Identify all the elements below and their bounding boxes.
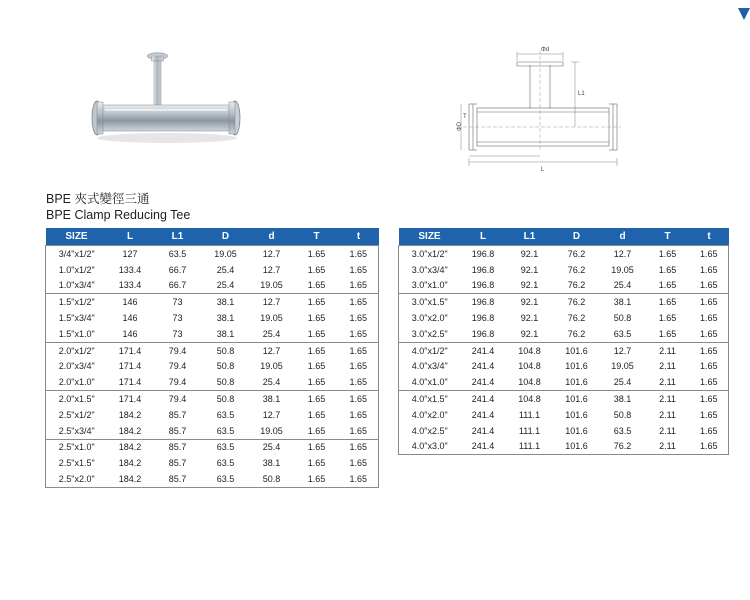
table-cell: 1.65 (699, 264, 718, 275)
table-cell: 76.2 (613, 441, 632, 452)
table-cell: 1.65 (339, 439, 379, 455)
table-cell: 1.65 (699, 361, 718, 372)
table-cell: 92.1 (520, 248, 539, 259)
table-cell: 2.11 (646, 391, 690, 407)
table-cell: 38.1 (249, 391, 295, 407)
table-cell: 101.6 (554, 342, 600, 358)
size-cell: 4.0"x1.0" (411, 377, 448, 388)
size-cell: 3.0"x3/4" (411, 264, 448, 275)
table-cell: 184.2 (108, 439, 153, 455)
table-cell: 2.11 (659, 409, 676, 420)
table-cell: 12.7 (249, 294, 295, 310)
table-cell: 76.2 (567, 280, 586, 291)
table-cell: 104.8 (518, 377, 541, 388)
table-cell: 1.65 (690, 342, 729, 358)
table-cell: 1.65 (349, 264, 368, 275)
table-cell: 101.6 (565, 377, 588, 388)
table-cell: 76.2 (567, 328, 586, 339)
table-cell: 241.4 (471, 441, 495, 452)
table-cell: 19.05 (260, 313, 283, 324)
table-row (399, 246, 729, 262)
table-cell: 1.65 (646, 294, 690, 310)
table-cell: 50.8 (613, 409, 632, 420)
drawing-label-D: ΦD (457, 121, 463, 131)
table-cell: 12.7 (249, 342, 295, 358)
table-cell: 79.4 (168, 361, 187, 372)
size-cell: 2.5"x2.0" (58, 474, 95, 485)
column-header: SIZE (46, 228, 108, 246)
column-header: L1 (506, 228, 554, 246)
table-row (399, 391, 729, 407)
table-cell: 79.4 (168, 377, 187, 388)
table-cell: 63.5 (613, 328, 632, 339)
table-cell: 1.65 (307, 280, 326, 291)
triangle-marker-icon (738, 8, 750, 20)
size-cell: 4.0"x2.5" (411, 425, 448, 436)
table-cell: 1.65 (307, 313, 326, 324)
table-cell: 196.8 (471, 264, 495, 275)
table-cell: 101.6 (565, 409, 588, 420)
table-cell: 196.8 (471, 280, 495, 291)
column-header: d (249, 228, 295, 246)
column-header: D (203, 228, 249, 246)
table-row (46, 423, 379, 439)
table-cell: 1.65 (349, 425, 368, 436)
size-cell: 1.0"x3/4" (58, 280, 95, 291)
table-cell: 196.8 (471, 328, 495, 339)
table-cell: 25.4 (262, 377, 281, 388)
size-cell: 3.0"x2.0" (411, 313, 448, 324)
table-cell: 171.4 (108, 342, 153, 358)
size-cell: 1.5"x1.0" (58, 328, 95, 339)
table-cell: 12.7 (262, 264, 281, 275)
table-cell: 92.1 (520, 313, 539, 324)
table-cell: 25.4 (216, 280, 235, 291)
size-cell: 1.5"x3/4" (58, 313, 95, 324)
table-cell: 2.11 (659, 361, 676, 372)
table-cell: 1.65 (690, 391, 729, 407)
table-cell: 19.05 (214, 248, 237, 259)
size-cell: 4.0"x3.0" (411, 441, 448, 452)
table-row (46, 262, 379, 278)
table-cell: 241.4 (461, 342, 506, 358)
product-title-block (46, 191, 190, 223)
table-cell: 66.7 (168, 280, 187, 291)
table-cell: 85.7 (168, 474, 187, 485)
table-cell: 92.1 (520, 280, 539, 291)
table-cell: 104.8 (506, 342, 554, 358)
table-cell: 1.65 (307, 264, 326, 275)
table-row (46, 246, 379, 262)
size-cell: 3.0"x1.0" (411, 280, 448, 291)
table-cell: 12.7 (600, 342, 646, 358)
table-cell: 25.4 (613, 280, 632, 291)
table-cell: 1.65 (349, 280, 368, 291)
table-cell: 1.65 (339, 294, 379, 310)
table-cell: 2.11 (646, 342, 690, 358)
table-cell: 73 (153, 294, 203, 310)
size-cell: 3/4"x1/2" (58, 248, 95, 259)
table-cell: 1.65 (295, 439, 339, 455)
column-header: d (600, 228, 646, 246)
table-row (46, 374, 379, 390)
table-cell: 38.1 (262, 458, 281, 469)
size-cell: 1.5"x1/2" (46, 294, 108, 310)
table-row (399, 342, 729, 358)
column-header: SIZE (399, 228, 461, 246)
table-cell: 79.4 (153, 342, 203, 358)
table-cell: 241.4 (461, 391, 506, 407)
column-header: t (339, 228, 379, 246)
table-cell: 111.1 (518, 441, 541, 452)
table-cell: 1.65 (307, 361, 326, 372)
table-cell: 63.5 (216, 474, 235, 485)
size-cell: 2.5"x1.0" (46, 439, 108, 455)
table-row (46, 407, 379, 423)
table-cell: 92.1 (506, 294, 554, 310)
table-cell: 196.8 (461, 294, 506, 310)
table-cell: 1.65 (699, 425, 718, 436)
size-cell: 2.0"x3/4" (58, 361, 95, 372)
table-cell: 85.7 (168, 409, 187, 420)
table-row (46, 310, 379, 326)
table-cell: 50.8 (216, 377, 235, 388)
table-cell: 184.2 (118, 409, 142, 420)
column-header: T (295, 228, 339, 246)
table-cell: 1.65 (307, 425, 326, 436)
table-cell: 25.4 (249, 439, 295, 455)
table-row (46, 471, 379, 487)
size-cell: 3.0"x1/2" (411, 248, 448, 259)
spec-table-left (45, 228, 379, 488)
table-cell: 50.8 (613, 313, 632, 324)
table-row (46, 455, 379, 471)
drawing-label-L1: L1 (578, 91, 585, 97)
table-cell: 38.1 (203, 294, 249, 310)
table-cell: 38.1 (600, 391, 646, 407)
table-cell: 184.2 (118, 474, 142, 485)
table-row (399, 374, 729, 390)
table-cell: 127 (122, 248, 138, 259)
table-cell: 12.7 (262, 409, 281, 420)
table-row (399, 439, 729, 455)
table-cell: 66.7 (168, 264, 187, 275)
table-cell: 146 (122, 328, 138, 339)
table-cell: 171.4 (108, 391, 153, 407)
table-cell: 1.65 (349, 328, 368, 339)
table-cell: 1.65 (349, 361, 368, 372)
table-cell: 1.65 (349, 474, 368, 485)
table-cell: 63.5 (203, 439, 249, 455)
table-cell: 1.65 (349, 313, 368, 324)
table-cell: 133.4 (118, 264, 142, 275)
column-header: L (108, 228, 153, 246)
table-row (399, 423, 729, 439)
table-cell: 1.65 (349, 248, 368, 259)
table-cell: 12.7 (613, 248, 632, 259)
column-header: T (646, 228, 690, 246)
table-cell: 1.65 (699, 409, 718, 420)
table-cell: 184.2 (118, 425, 142, 436)
table-row (399, 359, 729, 375)
table-cell: 111.1 (518, 409, 541, 420)
table-row (46, 391, 379, 407)
table-cell: 76.2 (554, 294, 600, 310)
column-header: t (690, 228, 729, 246)
table-cell: 1.65 (339, 391, 379, 407)
table-cell: 101.6 (565, 425, 588, 436)
table-cell: 1.65 (349, 409, 368, 420)
table-cell: 1.65 (658, 313, 677, 324)
table-cell: 1.65 (295, 294, 339, 310)
product-title-en: BPE Clamp Reducing Tee (46, 208, 191, 222)
table-cell: 63.5 (168, 248, 187, 259)
table-cell: 1.65 (295, 342, 339, 358)
table-cell: 92.1 (520, 264, 539, 275)
table-row (399, 278, 729, 294)
table-cell: 25.4 (613, 377, 632, 388)
size-cell: 3.0"x2.5" (411, 328, 448, 339)
table-cell: 19.05 (260, 361, 283, 372)
table-row (399, 326, 729, 342)
table-cell: 1.65 (658, 248, 677, 259)
spec-table-right (398, 228, 729, 455)
size-cell: 1.0"x1/2" (58, 264, 95, 275)
table-row (46, 326, 379, 342)
table-cell: 38.1 (600, 294, 646, 310)
table-cell: 85.7 (168, 458, 187, 469)
table-cell: 25.4 (262, 328, 281, 339)
table-row (46, 278, 379, 294)
table-cell: 104.8 (518, 361, 541, 372)
size-cell: 2.0"x1.5" (46, 391, 108, 407)
table-cell: 73 (172, 328, 183, 339)
table-cell: 111.1 (518, 425, 541, 436)
table-cell: 1.65 (699, 313, 718, 324)
tee-fitting-photo (85, 45, 250, 145)
table-row (399, 262, 729, 278)
table-cell: 50.8 (203, 342, 249, 358)
size-cell: 2.5"x3/4" (58, 425, 95, 436)
table-cell: 50.8 (262, 474, 281, 485)
table-cell: 196.8 (471, 248, 495, 259)
table-cell: 1.65 (339, 342, 379, 358)
table-row (46, 342, 379, 358)
tee-technical-drawing (455, 40, 625, 180)
table-cell: 1.65 (699, 248, 718, 259)
table-cell: 76.2 (567, 313, 586, 324)
table-row (399, 407, 729, 423)
size-cell: 2.5"x1.5" (58, 458, 95, 469)
table-cell: 1.65 (699, 280, 718, 291)
table-cell: 85.7 (153, 439, 203, 455)
table-cell: 63.5 (216, 425, 235, 436)
table-cell: 50.8 (216, 361, 235, 372)
table-header-row (46, 228, 379, 246)
column-header: L1 (153, 228, 203, 246)
table-cell: 1.65 (307, 328, 326, 339)
size-cell: 4.0"x2.0" (411, 409, 448, 420)
column-header: L (461, 228, 506, 246)
table-cell: 1.65 (295, 391, 339, 407)
table-cell: 50.8 (203, 391, 249, 407)
column-header: D (554, 228, 600, 246)
table-cell: 1.65 (699, 441, 718, 452)
table-cell: 73 (172, 313, 183, 324)
table-cell: 184.2 (118, 458, 142, 469)
table-cell: 76.2 (567, 264, 586, 275)
table-cell: 241.4 (471, 361, 495, 372)
table-cell: 1.65 (349, 458, 368, 469)
table-cell: 1.65 (307, 474, 326, 485)
drawing-label-d: Φd (541, 47, 550, 53)
table-cell: 2.11 (659, 441, 676, 452)
table-cell: 241.4 (471, 377, 495, 388)
table-cell: 1.65 (349, 377, 368, 388)
table-cell: 171.4 (118, 377, 142, 388)
table-cell: 1.65 (699, 328, 718, 339)
table-cell: 19.05 (260, 280, 283, 291)
drawing-label-T: T (463, 114, 467, 120)
size-cell: 4.0"x1.5" (399, 391, 461, 407)
table-cell: 101.6 (554, 391, 600, 407)
table-cell: 241.4 (471, 425, 495, 436)
size-cell: 2.0"x1.0" (58, 377, 95, 388)
table-cell: 2.11 (659, 377, 676, 388)
table-cell: 12.7 (262, 248, 281, 259)
table-cell: 2.11 (659, 425, 676, 436)
table-cell: 1.65 (658, 328, 677, 339)
table-cell: 76.2 (567, 248, 586, 259)
table-cell: 25.4 (216, 264, 235, 275)
table-cell: 101.6 (565, 361, 588, 372)
size-cell: 3.0"x1.5" (399, 294, 461, 310)
table-cell: 1.65 (307, 409, 326, 420)
table-cell: 85.7 (168, 425, 187, 436)
table-cell: 92.1 (520, 328, 539, 339)
size-cell: 2.5"x1/2" (58, 409, 95, 420)
table-row (46, 439, 379, 455)
size-cell: 4.0"x1/2" (399, 342, 461, 358)
table-cell: 38.1 (216, 313, 235, 324)
product-title-cn: BPE 夾式變徑三通 (46, 192, 150, 206)
table-cell: 1.65 (658, 264, 677, 275)
table-cell: 1.65 (307, 458, 326, 469)
table-cell: 1.65 (699, 377, 718, 388)
table-cell: 63.5 (216, 458, 235, 469)
table-cell: 19.05 (611, 361, 634, 372)
table-cell: 1.65 (658, 280, 677, 291)
table-row (46, 359, 379, 375)
size-cell: 2.0"x1/2" (46, 342, 108, 358)
table-cell: 1.65 (690, 294, 729, 310)
table-cell: 104.8 (506, 391, 554, 407)
table-cell: 146 (122, 313, 138, 324)
table-row (399, 310, 729, 326)
table-row (46, 294, 379, 310)
table-cell: 1.65 (307, 248, 326, 259)
table-cell: 196.8 (471, 313, 495, 324)
table-cell: 133.4 (118, 280, 142, 291)
table-cell: 1.65 (307, 377, 326, 388)
table-cell: 241.4 (471, 409, 495, 420)
table-cell: 101.6 (565, 441, 588, 452)
table-cell: 171.4 (118, 361, 142, 372)
table-row (399, 294, 729, 310)
table-cell: 63.5 (613, 425, 632, 436)
table-cell: 63.5 (216, 409, 235, 420)
size-cell: 4.0"x3/4" (411, 361, 448, 372)
table-header-row (399, 228, 729, 246)
table-cell: 19.05 (260, 425, 283, 436)
table-cell: 38.1 (216, 328, 235, 339)
table-cell: 19.05 (611, 264, 634, 275)
table-cell: 79.4 (153, 391, 203, 407)
drawing-label-L: L (541, 167, 545, 173)
table-cell: 146 (108, 294, 153, 310)
